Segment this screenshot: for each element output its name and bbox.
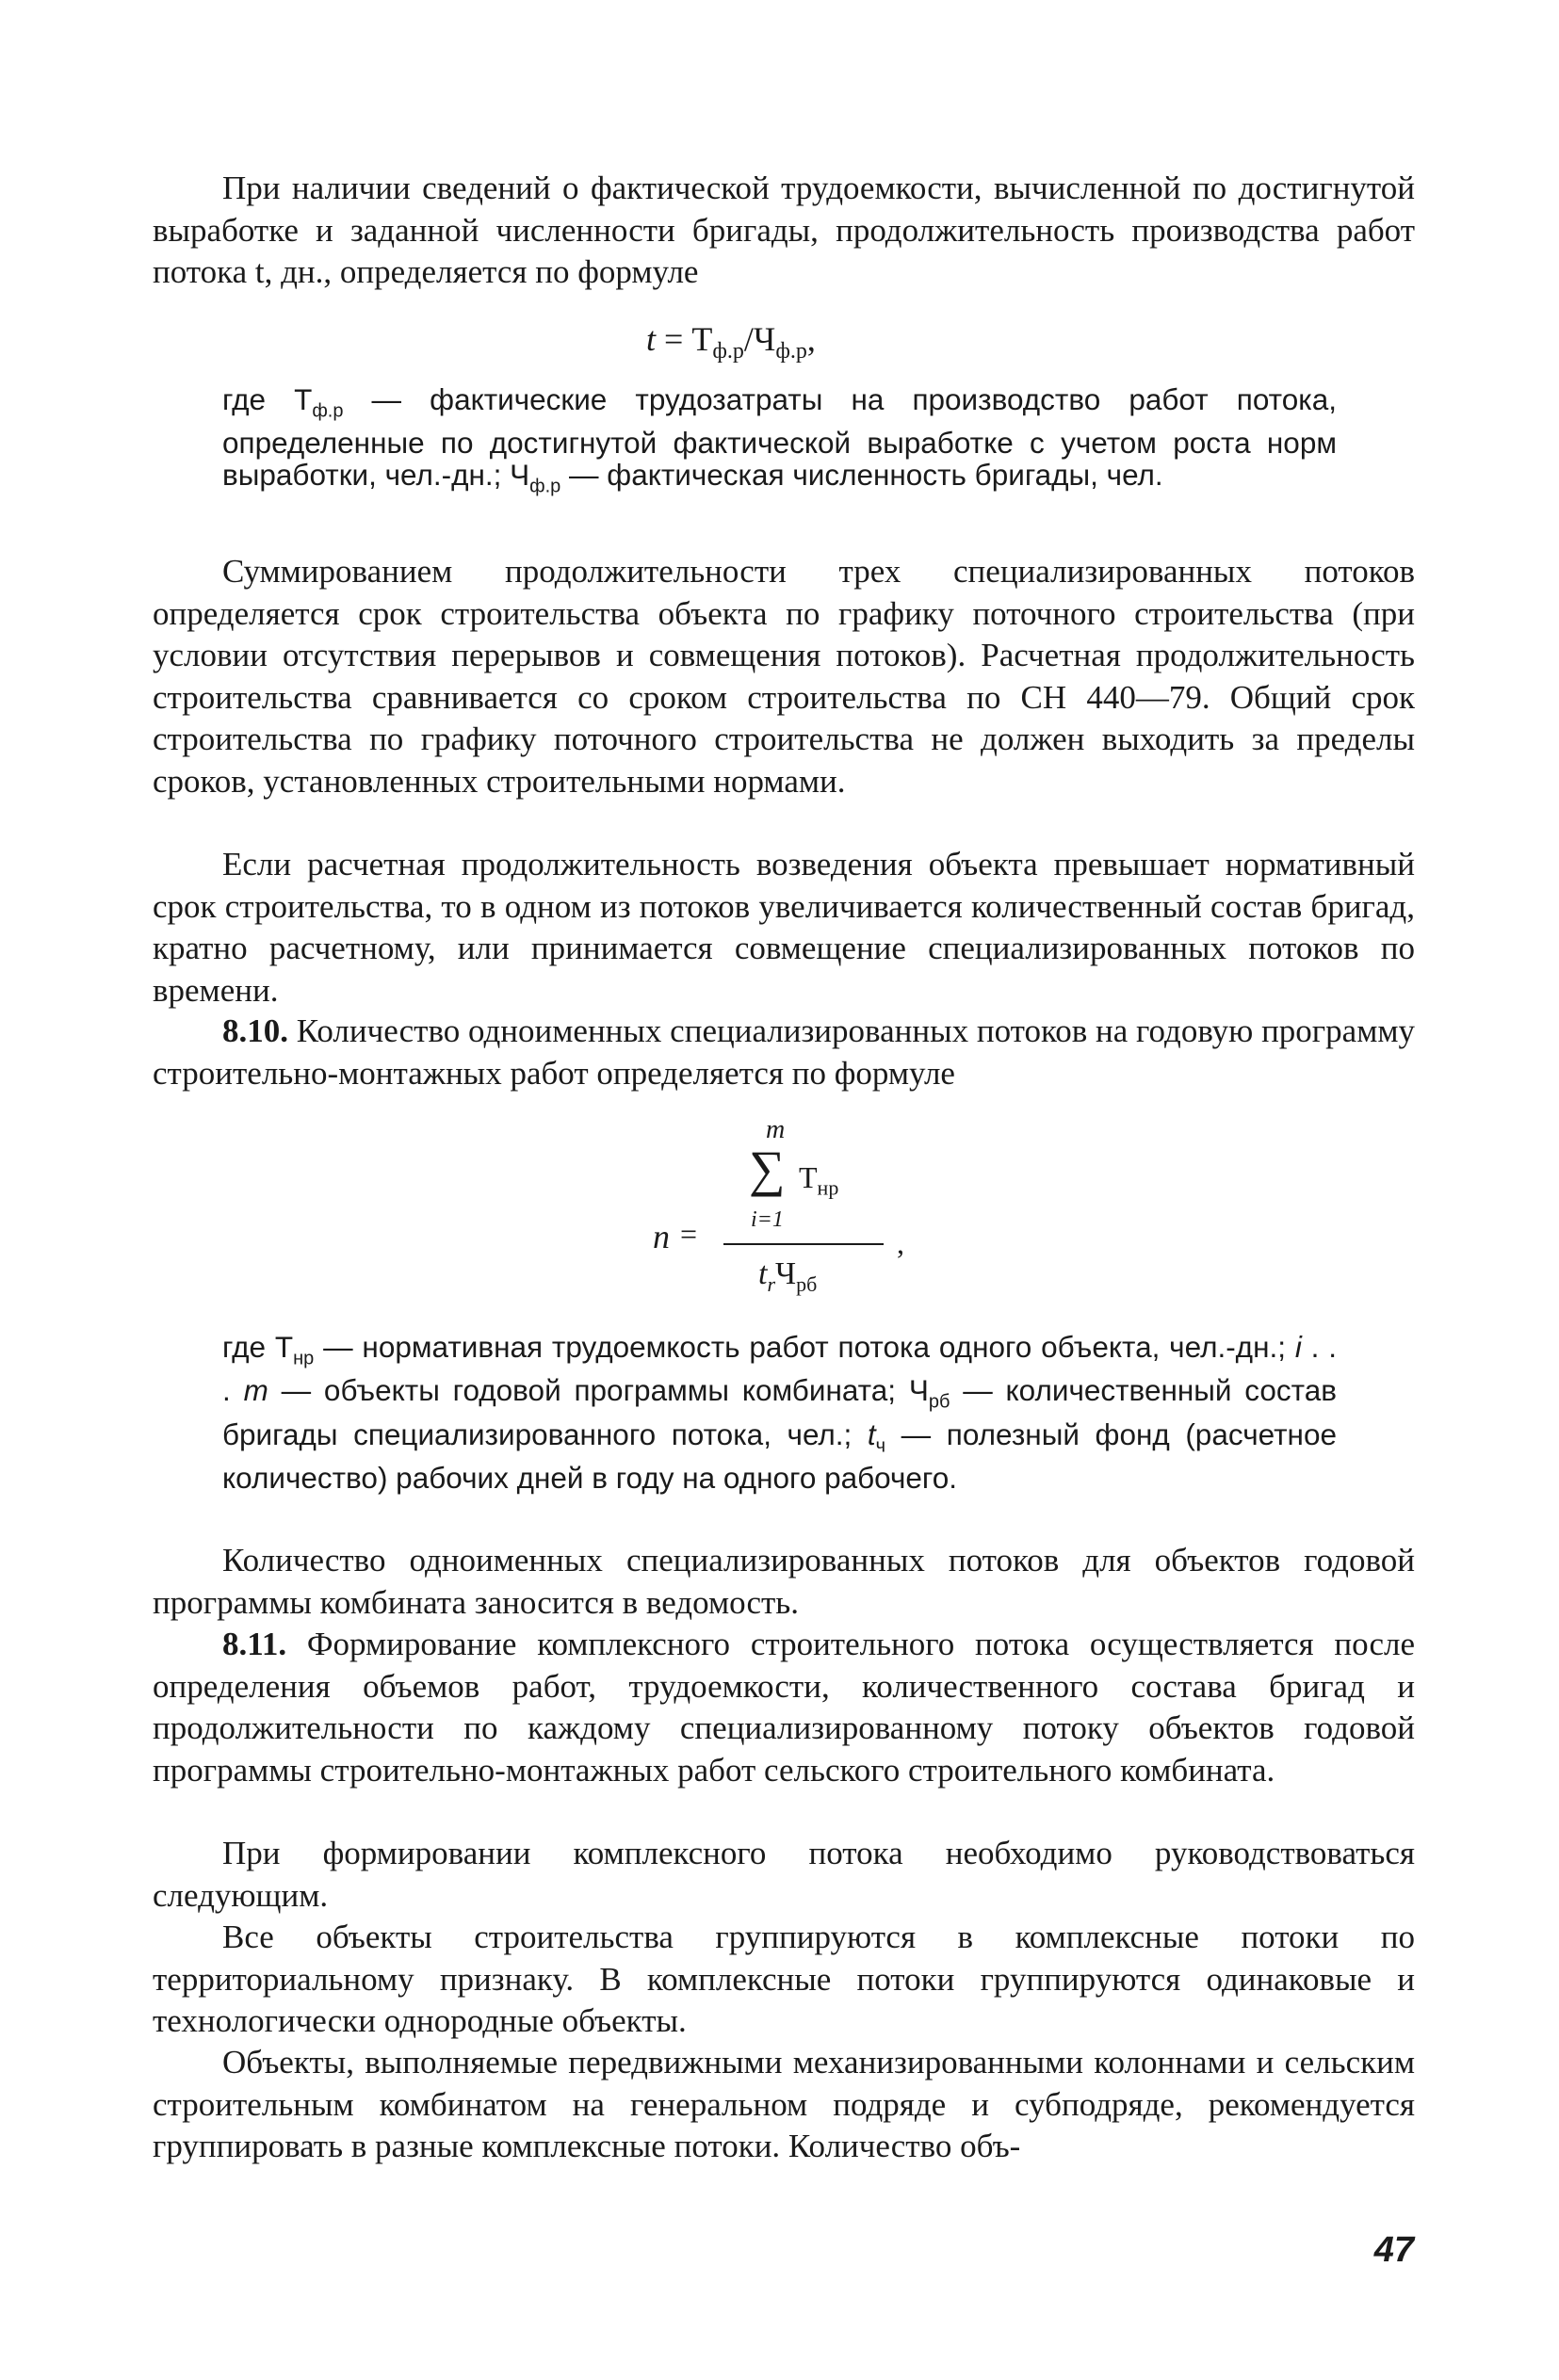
sum-upper-limit: m [766, 1115, 786, 1144]
denominator: $t_rЧ_{рб}$ [758, 1256, 818, 1296]
formula-denominator: Ч [753, 320, 776, 358]
paragraph-summation: Суммированием продолжительности трех специализированных потоков определяется срок строительства объекта по графику поточного строительства (при условии отсутствия перерывов и совмещения потоков). Расчетная продолжительность строительства сравнивается со сроком строительства по СН 440—79. Общий срок строительства по графику поточного строительства не должен выходить за пределы сроков, установленных строительными нормами. [153, 553, 1415, 800]
formula-lhs: t [646, 320, 657, 358]
paragraph-territorial: Все объекты строительства группируются в комплексные потоки по территориальному признаку. В комплексные потоки группируются одинаковые и технологически однородные объекты. [153, 1919, 1415, 2039]
paragraph-duration-intro: При наличии сведений о фактической трудоемкости, вычисленной по достигнутой выработке и заданной численности бригады, продолжительность производства работ потока t, дн., определяется по формуле [153, 170, 1415, 290]
formula-equals: = [680, 1217, 698, 1251]
paragraph-register: Количество одноименных специализированных потоков для объектов годовой программы комбината заносится в ведомость. [153, 1542, 1415, 1621]
paragraph-contractors: Объекты, выполняемые передвижными механизированными колоннами и сельским строительным комбинатом на генеральном подряде и субподряде, рекомендуется группировать в разные комплексные потоки. Количество объ- [153, 2044, 1415, 2164]
formula-numerator: Т [691, 320, 713, 358]
section-number: 8.10. [222, 1012, 288, 1049]
formula-end: , [897, 1226, 904, 1260]
fraction-bar [723, 1243, 884, 1245]
paragraph-guidance: При формировании комплексного потока необходимо руководствоваться следующим. [153, 1835, 1415, 1914]
sigma-symbol: ∑ [749, 1141, 786, 1197]
paragraph-8-11: 8.11. Формирование комплексного строительного потока осуществляется после определения объемов работ, трудоемкости, количественного состава бригад и продолжительности по каждому специализированному потоку объектов годовой программы строительно-монтажных работ сельского строительного комбината. [153, 1626, 1415, 1789]
paragraph-normative-excess: Если расчетная продолжительность возведения объекта превышает нормативный срок строительства, то в одном из потоков увеличивается количественный состав бригад, кратно расчетному, или принимается совмещение специализированных потоков по времени. [153, 846, 1415, 1009]
explanation-duration: где $Т_{ф.р}$ — фактические трудозатраты на производство работ потока, определенные по достигнутой фактической выработке с учетом роста норм выработки, чел.-дн.; $Ч_{ф.р}$ — фактическая численность бригады, чел. [222, 382, 1337, 497]
formula-duration: $t = Т_{ф.р}/Ч_{ф.р}$, [646, 320, 816, 364]
sum-term: $Т_{нр}$ [799, 1160, 839, 1200]
page-number: 47 [1373, 2230, 1414, 2270]
paragraph-8-10: 8.10. Количество одноименных специализированных потоков на годовую программу строительно-монтажных работ определяется по формуле [153, 1012, 1415, 1092]
sum-lower-limit: i=1 [751, 1207, 784, 1232]
formula-lhs: n [653, 1218, 670, 1255]
section-number: 8.11. [222, 1626, 287, 1662]
explanation-stream-count: где $Т_{нр}$ — нормативная трудоемкость работ потока одного объекта, чел.-дн.; i . . . m — объекты годовой программы комбината; $Ч_{рб}$ — количественный состав бригады специализированного потока, чел.; $t_ч$ — полезный фонд (расчетное количество) рабочих дней в году на одного рабочего. [222, 1330, 1337, 1495]
